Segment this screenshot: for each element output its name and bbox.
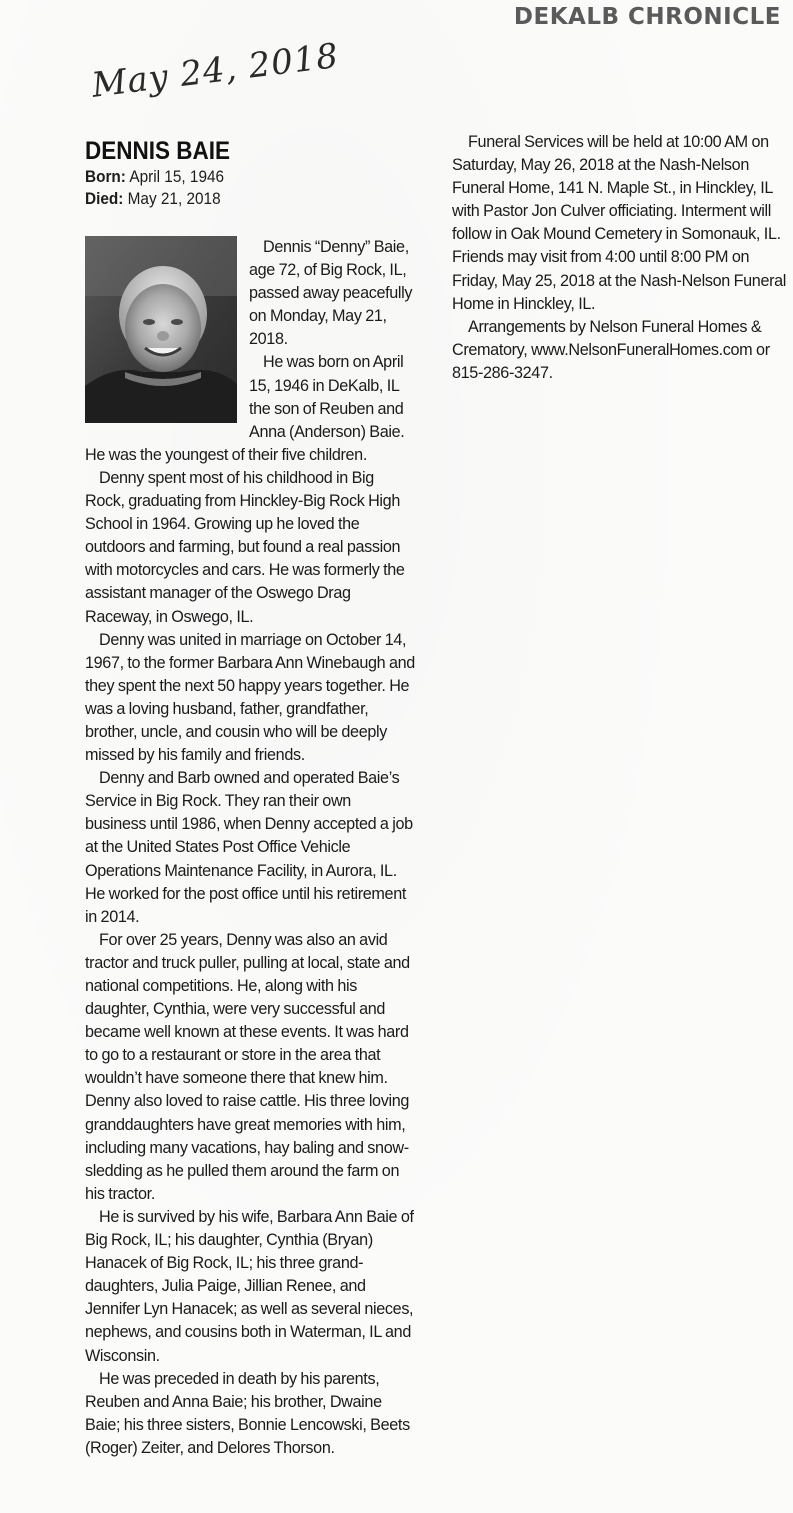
died-value: May 21, 2018 <box>127 190 221 208</box>
obit-paragraph: For over 25 years, Denny was also an avid tractor and truck puller, pulling at local, state and national competitions. He, along with his daughter, Cynthia, were very successful and became well known at these events. It was hard to go to a restaurant or store in the area that wouldn’t have someone there that knew him. Denny also loved to raise cattle. His three loving granddaughters have great memories with him, including many vacations, hay baling and snow-sledding as he pulled them around the farm on his tractor. <box>85 930 410 1203</box>
obituary-body <box>85 236 415 1460</box>
handwritten-date: May 24, 2018 <box>89 35 342 106</box>
arrangements-paragraph: Arrangements by Nelson Funeral Homes & Crematory, www.NelsonFuneralHomes.com or 815-286-3247. <box>452 317 770 382</box>
portrait-photo <box>85 236 237 423</box>
born-value: April 15, 1946 <box>129 168 225 186</box>
obit-paragraph: Denny spent most of his childhood in Big Rock, graduating from Hinckley-Big Rock High School in 1964. Growing up he loved the outdoors and farming, but found a real passion with motorcycles and cars. He was formerly the assistant manager of the Oswego Drag Raceway, in Oswego, IL. <box>85 468 405 626</box>
obit-paragraph: He is survived by his wife, Barbara Ann Baie of Big Rock, IL; his daughter, Cynthia (Bryan) Hanacek of Big Rock, IL; his three grand-daughters, Julia Paige, Jillian Renee, and Jennifer Lyn Hanacek; as well as several nieces, nephews, and cousins both in Waterman, IL and Wisconsin. <box>85 1207 414 1365</box>
life-dates <box>85 166 392 210</box>
obit-paragraph: He was born on April 15, 1946 in DeKalb, IL the son of Reuben and Anna (Anderson) Baie. He was the youngest of their five children. <box>85 353 405 464</box>
born-line <box>85 166 392 188</box>
born-label: Born: <box>85 168 126 186</box>
obituary-right-column <box>452 131 787 385</box>
obit-paragraph: Dennis “Denny” Baie, age 72, of Big Rock, IL, passed away peacefully on Monday, May 21, 2018. <box>249 238 413 349</box>
obituary-left-column <box>85 136 415 1457</box>
obit-paragraph: Denny and Barb owned and operated Baie’s Service in Big Rock. They ran their own business until 1986, when Denny accepted a job at the United States Post Office Vehicle Operations Maintenance Facility, in Aurora, IL. He worked for the post office until his retirement in 2014. <box>85 769 413 926</box>
died-label: Died: <box>85 190 124 208</box>
funeral-services-paragraph: Funeral Services will be held at 10:00 AM on Saturday, May 26, 2018 at the Nash-Nelson Funeral Home, 141 N. Maple St., in Hinckley, IL with Pastor Jon Culver officiating. Interment will follow in Oak Mound Cemetery in Somonauk, IL. Friends may visit from 4:00 until 8:00 PM on Friday, May 25, 2018 at the Nash-Nelson Funeral Home in Hinckley, IL. <box>452 133 787 313</box>
obit-paragraph: He was preceded in death by his parents, Reuben and Anna Baie; his brother, Dwaine Baie; his three sisters, Bonnie Lencowski, Beets (Roger) Zeiter, and Delores Thorson. <box>85 1369 410 1457</box>
obit-paragraph: Denny was united in marriage on October 14, 1967, to the former Barbara Ann Winebaugh and they spent the next 50 happy years together. He was a loving husband, father, grandfather, brother, uncle, and cousin who will be deeply missed by his family and friends. <box>85 630 415 765</box>
died-line <box>85 188 392 210</box>
masthead: DEKALB CHRONICLE <box>513 4 781 30</box>
obituary-name: DENNIS BAIE <box>85 137 231 165</box>
